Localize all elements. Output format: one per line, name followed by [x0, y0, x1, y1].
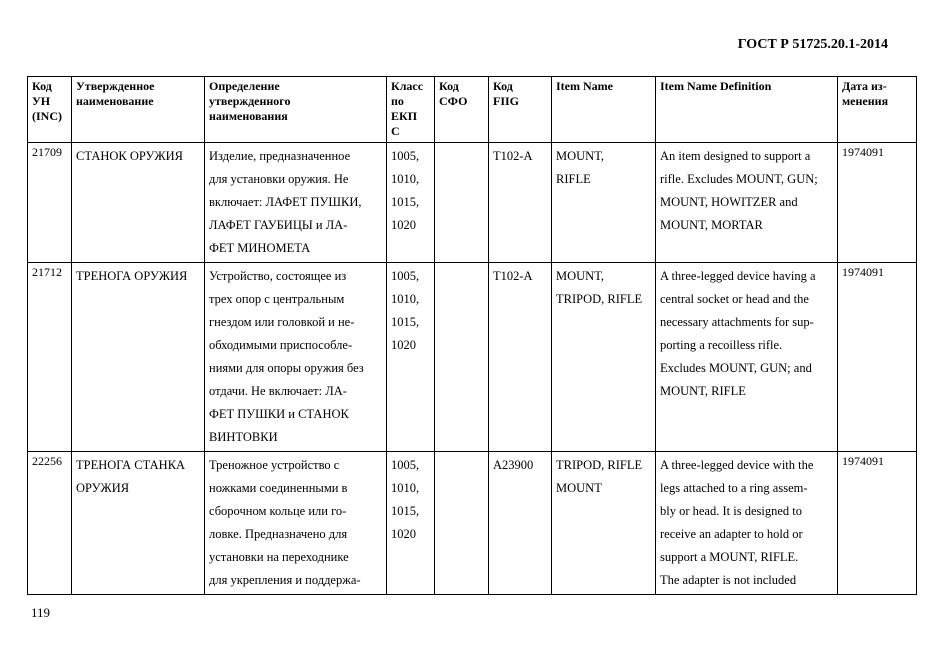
cell-change-date: 1974091 — [838, 263, 917, 452]
header-sfo: Код СФО — [435, 77, 489, 143]
header-definition: Определение утвержденного наименования — [205, 77, 387, 143]
cell-definition: Изделие, предназначенное для установки оружия. Не включает: ЛАФЕТ ПУШКИ, ЛАФЕТ ГАУБИЦЫ и ЛА- ФЕТ МИНОМЕТА — [205, 143, 387, 263]
standard-designation: ГОСТ Р 51725.20.1-2014 — [737, 37, 888, 52]
cell-inc: 21712 — [28, 263, 72, 452]
cell-item-name-definition: A three-legged device having a central socket or head and the necessary attachments for sup- porting a recoilless rifle. Excludes MOUNT, GUN; and MOUNT, RIFLE — [656, 263, 838, 452]
cell-class: 1005, 1010, 1015, 1020 — [387, 452, 435, 595]
header-fiig: Код FIIG — [489, 77, 552, 143]
cell-definition: Устройство, состоящее из трех опор с центральным гнездом или головкой и не- обходимыми приспособле- ниями для опоры оружия без отдачи. Не включает: ЛА- ФЕТ ПУШКИ и СТАНОК ВИНТОВКИ — [205, 263, 387, 452]
cell-sfo — [435, 452, 489, 595]
cell-approved-name: ТРЕНОГА СТАНКА ОРУЖИЯ — [72, 452, 205, 595]
cell-fiig: T102-A — [489, 143, 552, 263]
cell-fiig: A23900 — [489, 452, 552, 595]
cell-inc: 21709 — [28, 143, 72, 263]
cell-item-name-definition: A three-legged device with the legs attached to a ring assem- bly or head. It is designed to receive an adapter to hold or support a MOUNT, RIFLE. The adapter is not included — [656, 452, 838, 595]
cell-definition: Треножное устройство с ножками соединенными в сборочном кольце или го- ловке. Предназначено для установки на переходнике для укрепления и поддержа- — [205, 452, 387, 595]
header-item-name-definition: Item Name Definition — [656, 77, 838, 143]
cell-approved-name: СТАНОК ОРУЖИЯ — [72, 143, 205, 263]
cell-sfo — [435, 143, 489, 263]
cell-item-name: TRIPOD, RIFLE MOUNT — [552, 452, 656, 595]
cell-item-name-definition: An item designed to support a rifle. Excludes MOUNT, GUN; MOUNT, HOWITZER and MOUNT, MORTAR — [656, 143, 838, 263]
catalog-table — [27, 76, 917, 595]
cell-approved-name: ТРЕНОГА ОРУЖИЯ — [72, 263, 205, 452]
table-row — [28, 452, 917, 595]
header-inc: Код УН (INC) — [28, 77, 72, 143]
cell-change-date: 1974091 — [838, 143, 917, 263]
table-header-row — [28, 77, 917, 143]
table-row — [28, 143, 917, 263]
cell-class: 1005, 1010, 1015, 1020 — [387, 263, 435, 452]
page-number: 119 — [31, 605, 51, 620]
header-class: Класс по ЕКП С — [387, 77, 435, 143]
cell-fiig: T102-A — [489, 263, 552, 452]
cell-inc: 22256 — [28, 452, 72, 595]
cell-item-name: MOUNT, RIFLE — [552, 143, 656, 263]
table-row — [28, 263, 917, 452]
header-item-name: Item Name — [552, 77, 656, 143]
header-approved-name: Утвержденное наименование — [72, 77, 205, 143]
cell-item-name: MOUNT, TRIPOD, RIFLE — [552, 263, 656, 452]
header-change-date: Дата из- менения — [838, 77, 917, 143]
cell-sfo — [435, 263, 489, 452]
cell-change-date: 1974091 — [838, 452, 917, 595]
cell-class: 1005, 1010, 1015, 1020 — [387, 143, 435, 263]
